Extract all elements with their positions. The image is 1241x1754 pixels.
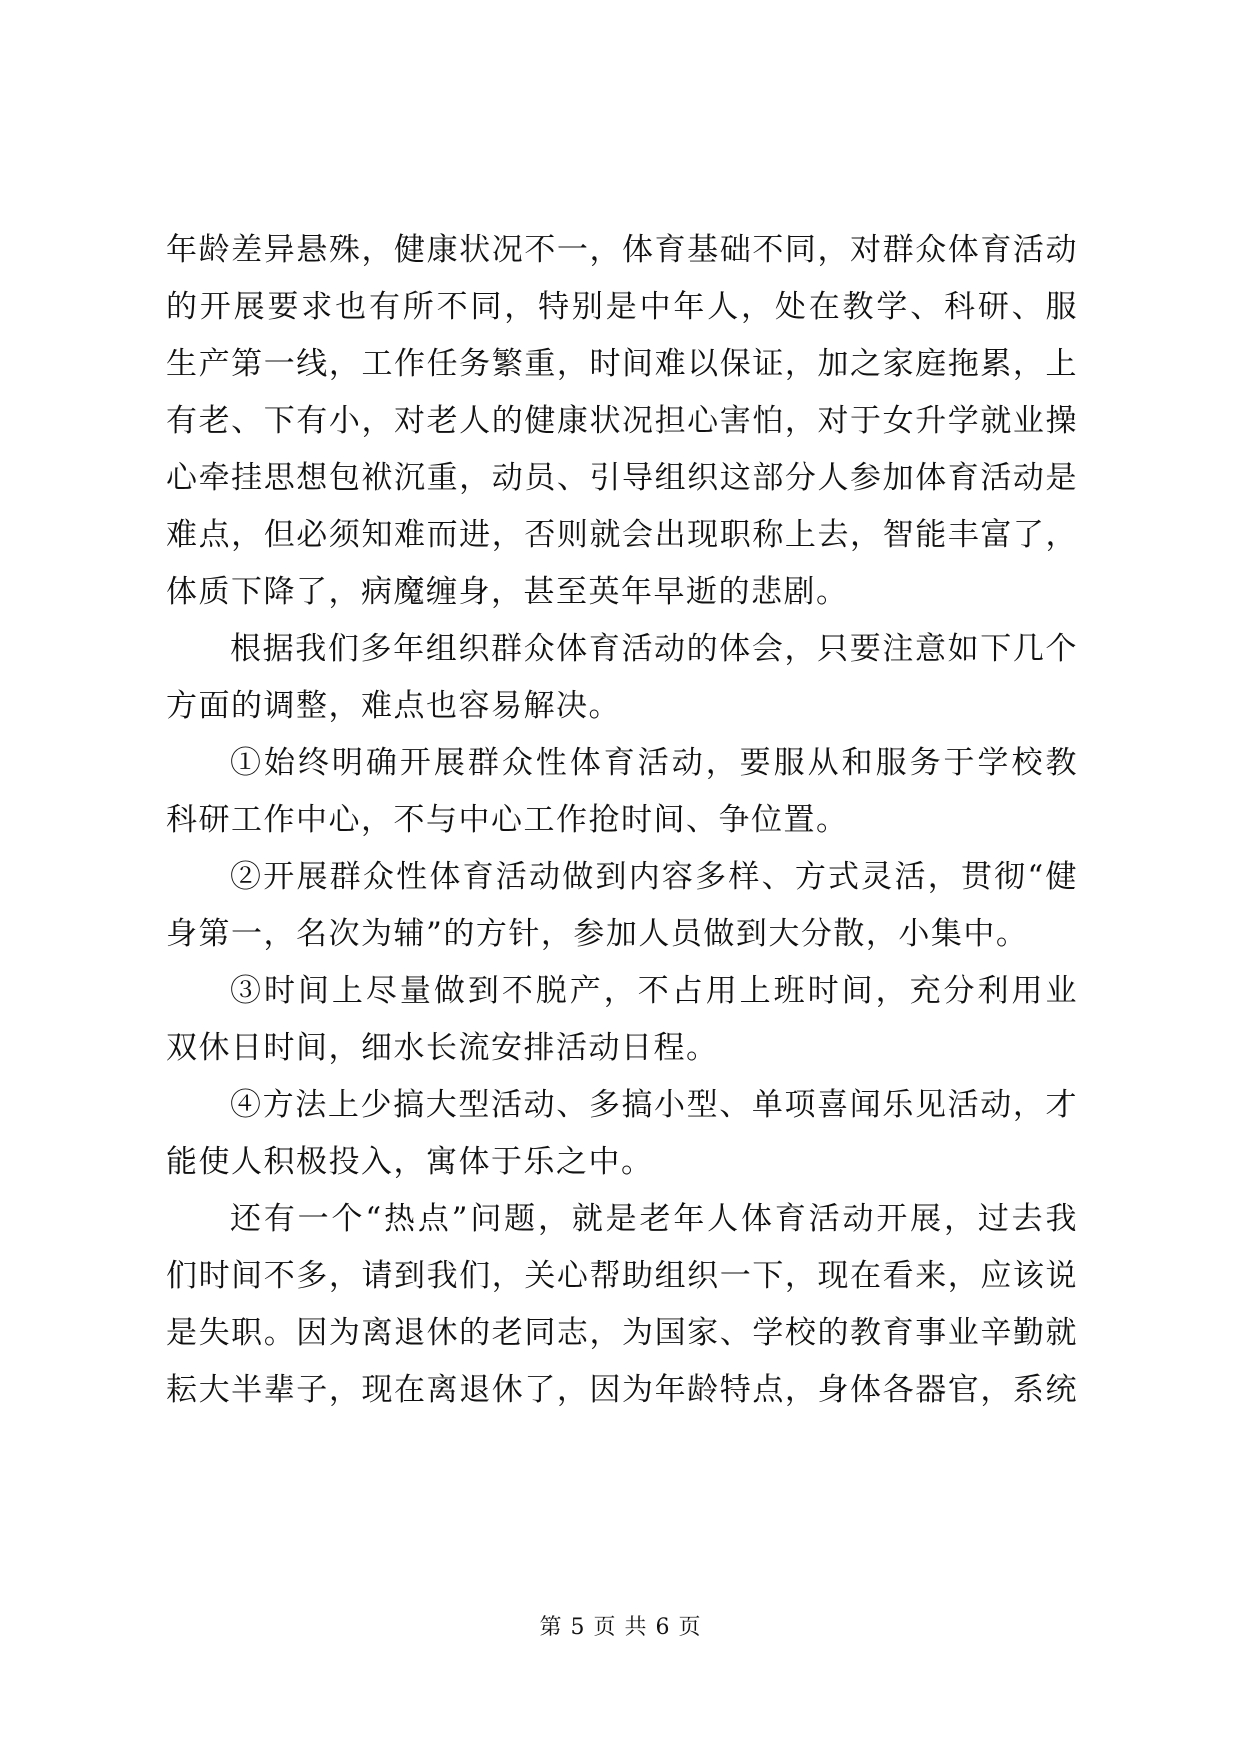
text-line: 耘大半辈子，现在离退休了，因为年龄特点，身体各器官，系统: [166, 1372, 1078, 1408]
page-number-footer: 第 5 页 共 6 页: [539, 1615, 702, 1640]
text-line: 方面的调整，难点也容易解决。: [166, 688, 621, 724]
paragraph-first-line: 还有一个“热点”问题，就是老年人体育活动开展，过去我: [230, 1201, 1078, 1237]
text-line: 的开展要求也有所不同，特别是中年人，处在教学、科研、服: [166, 289, 1078, 325]
list-item-4-line: ④方法上少搞大型活动、多搞小型、单项喜闻乐见活动，才: [230, 1087, 1078, 1123]
list-item-2-line: ②开展群众性体育活动做到内容多样、方式灵活，贯彻“健: [230, 859, 1078, 895]
list-item-1-line: ①始终明确开展群众性体育活动，要服从和服务于学校教: [230, 745, 1078, 781]
text-line: 身第一，名次为辅”的方针，参加人员做到大分散，小集中。: [166, 916, 1029, 952]
text-line: 是失职。因为离退休的老同志，为国家、学校的教育事业辛勤就: [166, 1315, 1078, 1351]
text-line: 年龄差异悬殊，健康状况不一，体育基础不同，对群众体育活动: [166, 232, 1078, 268]
text-line: 心牵挂思想包袱沉重，动员、引导组织这部分人参加体育活动是: [166, 460, 1078, 496]
list-item-3-line: ③时间上尽量做到不脱产，不占用上班时间，充分利用业: [230, 973, 1078, 1009]
text-line: 生产第一线，工作任务繁重，时间难以保证，加之家庭拖累，上: [166, 346, 1078, 382]
paragraph-first-line: 根据我们多年组织群众体育活动的体会，只要注意如下几个: [230, 631, 1078, 667]
text-line: 能使人积极投入，寓体于乐之中。: [166, 1144, 654, 1180]
text-line: 难点，但必须知难而进，否则就会出现职称上去，智能丰富了，: [166, 517, 1078, 553]
text-line: 体质下降了，病魔缠身，甚至英年早逝的悲剧。: [166, 574, 849, 610]
text-line: 有老、下有小，对老人的健康状况担心害怕，对于女升学就业操: [166, 403, 1078, 439]
text-line: 科研工作中心，不与中心工作抢时间、争位置。: [166, 802, 849, 838]
text-line: 双休日时间，细水长流安排活动日程。: [166, 1030, 719, 1066]
text-line: 们时间不多，请到我们，关心帮助组织一下，现在看来，应该说: [166, 1258, 1078, 1294]
